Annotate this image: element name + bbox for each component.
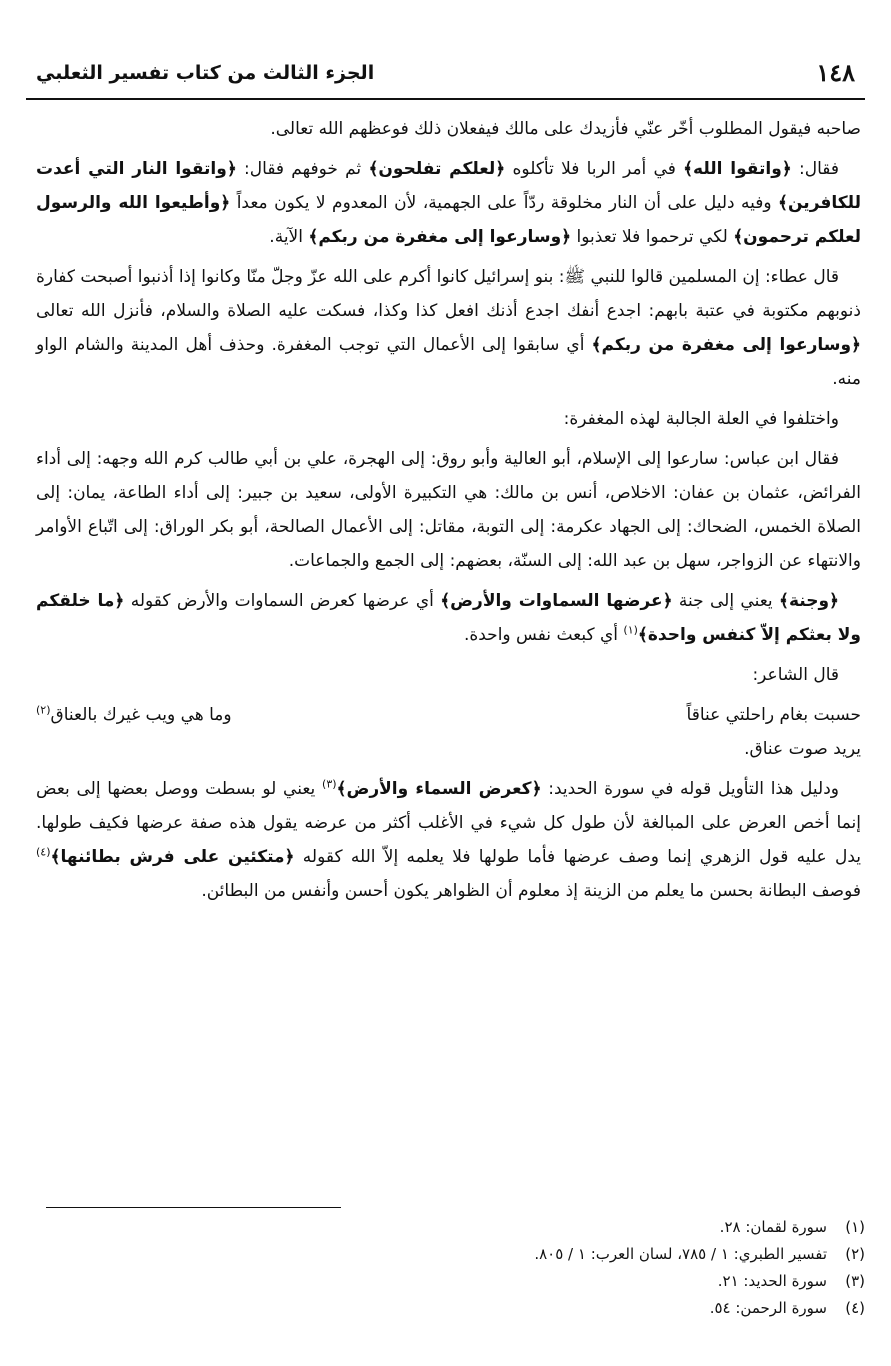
footnote-separator (46, 1207, 341, 1208)
quran-quote: ﴿واتقوا الله﴾ (683, 159, 792, 179)
quran-quote: ﴿لعلكم تفلحون﴾ (368, 159, 506, 179)
quran-quote: ﴿وسارعوا إلى مغفرة من ربكم﴾ (308, 227, 572, 247)
page-header (26, 56, 865, 92)
body-text (36, 112, 861, 914)
footnote-number: (٢) (845, 1245, 865, 1263)
footnote-ref: (٣) (322, 777, 337, 791)
footnote-ref: (١) (623, 623, 638, 637)
paragraph-6: ﴿وجنة﴾ يعني إلى جنة ﴿عرضها السماوات والأرض﴾ أي عرضها كعرض السماوات والأرض كقوله ﴿ما خلقكم ولا بعثكم إلاّ كنفس واحدة﴾$^{(١)}$ أي كبعث نفس واحدة. (36, 591, 861, 645)
footnote-item (40, 1241, 865, 1268)
poetry-verse (36, 698, 861, 732)
quran-quote: ﴿واتقوا النار التي أعدت للكافرين﴾ (36, 159, 861, 213)
quran-quote: ﴿وأطيعوا الله والرسول لعلكم ترحمون﴾ (36, 193, 861, 247)
quran-quote: ﴿كعرض السماء والأرض﴾ (336, 779, 542, 799)
footnote-text: سورة الرحمن: ٥٤. (709, 1299, 827, 1317)
footnote-text: سورة الحديد: ٢١. (717, 1272, 827, 1290)
quran-quote: ﴿وسارعوا إلى مغفرة من ربكم﴾ (591, 335, 861, 355)
quran-quote: ﴿عرضها السماوات والأرض﴾ (440, 591, 673, 611)
footnote-number: (٣) (845, 1272, 865, 1290)
footnotes (40, 1214, 865, 1322)
paragraph-7: قال الشاعر: (752, 665, 839, 685)
verse-second-hemistich: وما هي ويب غيرك بالعناق$^{(٢)}$ (36, 703, 232, 725)
paragraph-3: قال عطاء: إن المسلمين قالوا للنبي ﷺ: بنو إسرائيل كانوا أكرم على الله عزّ وجلّ منّا وكانوا إذا أذنبوا أصبحت كفارة ذنوبهم مكتوبة في عتبة بابهم: اجدع أنفك اجدع أذنك افعل كذا وكذا، فسكت عليه الصلاة والسلام، فأنزل الله تعالى ﴿وسارعوا إلى مغفرة من ربكم﴾ أي سابقوا إلى الأعمال التي توجب المغفرة. وحذف أهل المدينة والشام الواو منه. (36, 267, 861, 389)
footnote-text: تفسير الطبري: ١ / ٧٨٥، لسان العرب: ١ / ٨٠٥. (534, 1245, 827, 1263)
paragraph-8: يريد صوت عناق. (744, 739, 861, 759)
verse-first-hemistich: حسبت بغام راحلتي عناقاً (686, 705, 861, 725)
footnote-item (40, 1268, 865, 1295)
paragraph-5: فقال ابن عباس: سارعوا إلى الإسلام، أبو العالية وأبو روق: إلى الهجرة، علي بن أبي طالب كرم الله وجهه: إلى أداء الفرائض، عثمان بن عفان: الاخلاص، أنس بن مالك: هي التكبيرة الأولى، سعيد بن جبير: إلى أداء الطاعة، يمان: إلى الصلاة الخمس، الضحاك: إلى الجهاد عكرمة: إلى التوبة، مقاتل: إلى الأعمال الصالحة، أبو بكر الوراق: إلى اتّباع الأوامر والانتهاء عن الزواجر، سهل بن عبد الله: إلى السنّة، بعضهم: إلى الجمع والجماعات. (36, 449, 861, 571)
paragraph-1: صاحبه فيقول المطلوب أخّر عنّي فأزيدك على مالك فيفعلان ذلك فوعظهم الله تعالى. (270, 119, 861, 139)
footnote-number: (١) (845, 1218, 865, 1236)
paragraph-4: واختلفوا في العلة الجالبة لهذه المغفرة: (563, 409, 839, 429)
footnote-text: سورة لقمان: ٢٨. (719, 1218, 827, 1236)
paragraph-9: ودليل هذا التأويل قوله في سورة الحديد: ﴿كعرض السماء والأرض﴾$^{(٣)}$ يعني لو بسطت ووصل بعضها إلى بعض إنما أخص العرض على المبالغة لأن طول كل شيء في الأغلب أكثر من عرضه يقول هذه صفة عرضها فكيف طولها. يدل عليه قول الزهري إنما وصف عرضها فأما طولها فلا يعلمه إلاّ الله كقوله ﴿متكئين على فرش بطائنها﴾$^{(٤)}$ فوصف البطانة بحسن ما يعلم من الزينة إذ معلوم أن الظواهر يكون أحسن وأنفس من البطائن. (36, 777, 861, 901)
footnote-number: (٤) (845, 1299, 865, 1317)
footnote-item (40, 1295, 865, 1322)
running-title: الجزء الثالث من كتاب تفسير الثعلبي (36, 62, 375, 84)
quran-quote: ﴿متكئين على فرش بطائنها﴾ (50, 847, 295, 867)
quran-quote: ﴿وجنة﴾ (778, 591, 839, 611)
footnote-ref: (٤) (36, 845, 51, 859)
footnote-item (40, 1214, 865, 1241)
header-rule (26, 98, 865, 100)
footnote-ref: (٢) (36, 703, 51, 717)
quran-quote: ﴿ما خلقكم ولا بعثكم إلاّ كنفس واحدة﴾ (36, 591, 861, 645)
paragraph-2: فقال: ﴿واتقوا الله﴾ في أمر الربا فلا تأكلوه ﴿لعلكم تفلحون﴾ ثم خوفهم فقال: ﴿واتقوا النار التي أعدت للكافرين﴾ وفيه دليل على أن النار مخلوقة ردّاً على الجهمية، لأن المعدوم لا يكون معداً ﴿وأطيعوا الله والرسول لعلكم ترحمون﴾ لكي ترحموا فلا تعذبوا ﴿وسارعوا إلى مغفرة من ربكم﴾ الآية. (36, 159, 861, 247)
page-number: ١٤٨ (816, 58, 855, 87)
